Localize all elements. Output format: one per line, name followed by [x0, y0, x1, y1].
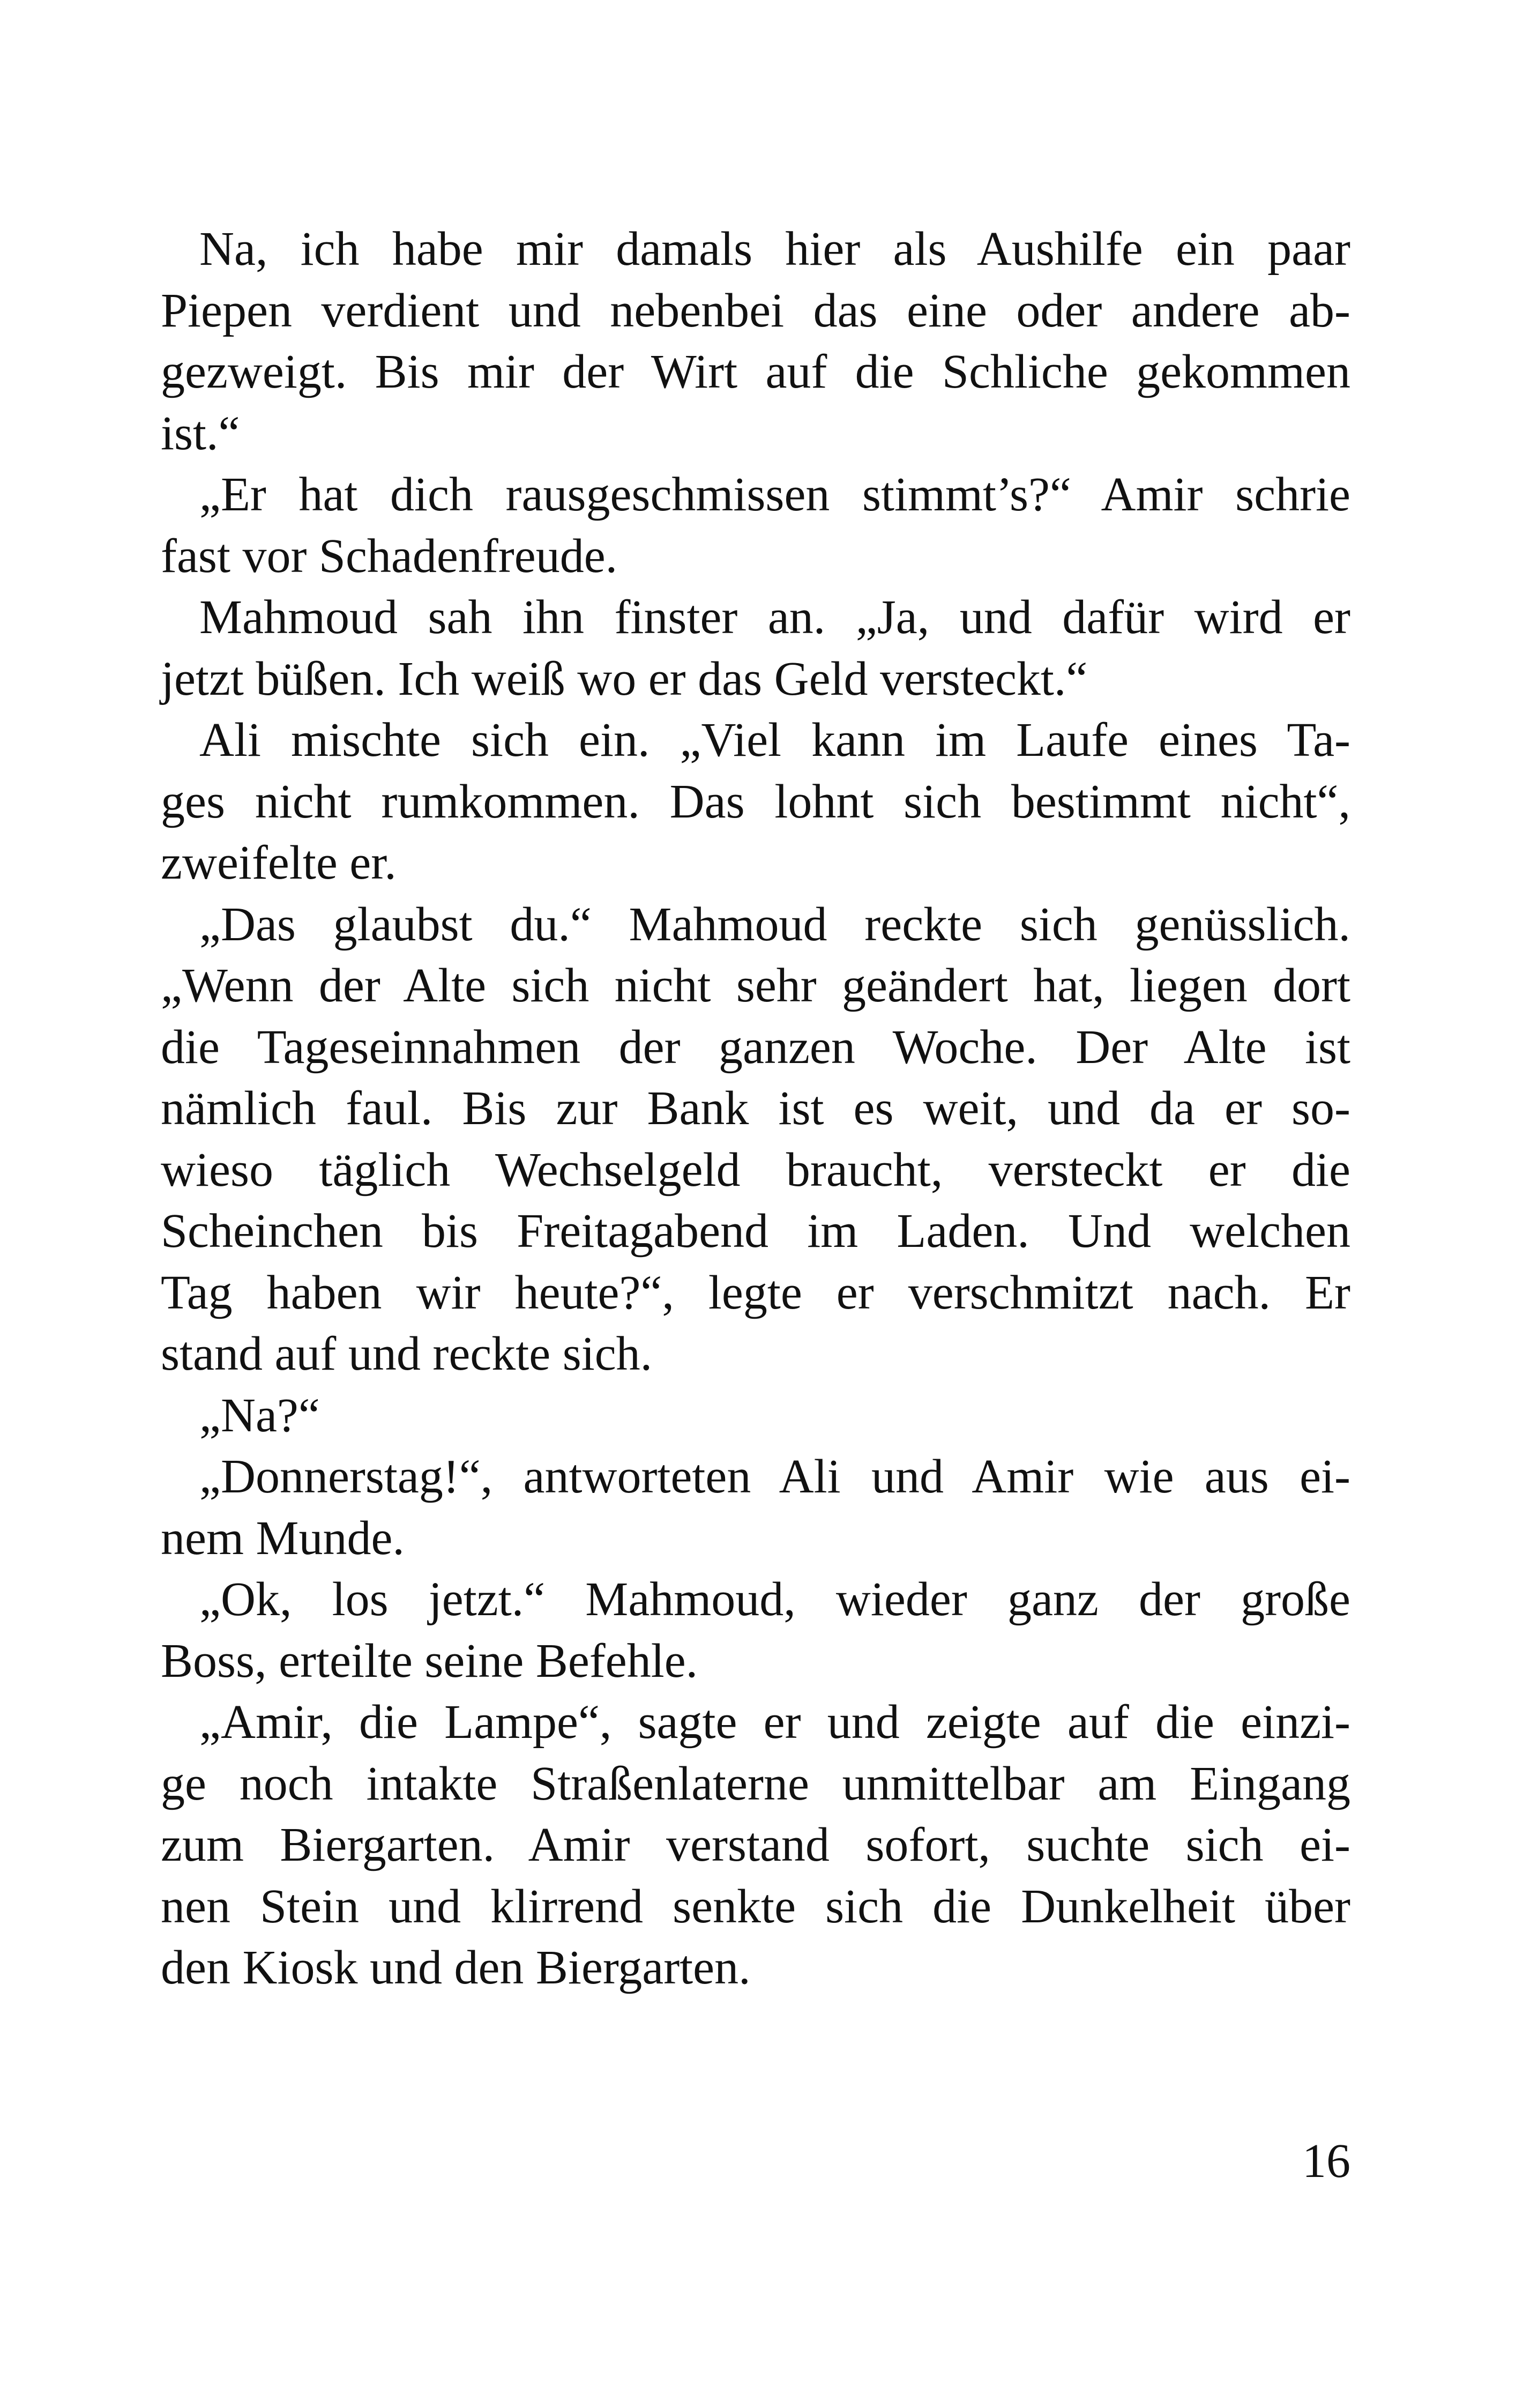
- text-line: Ali mischte sich ein. „Viel kann im Laufe eines Ta-: [199, 714, 1350, 767]
- text-line: Scheinchen bis Freitagabend im Laden. Und welchen: [161, 1205, 1350, 1258]
- text-line: Piepen verdient und nebenbei das eine oder andere ab-: [161, 284, 1350, 337]
- paragraph: [161, 894, 1350, 1385]
- text-line: die Tageseinnahmen der ganzen Woche. Der Alte ist: [161, 1020, 1350, 1074]
- text-line: „Ok, los jetzt.“ Mahmoud, wieder ganz der große: [199, 1573, 1350, 1626]
- text-line: den Kiosk und den Biergarten.: [161, 1941, 751, 1994]
- text-line: Na, ich habe mir damals hier als Aushilfe ein paar: [199, 222, 1350, 276]
- text-line: nen Stein und klirrend senkte sich die Dunkelheit über: [161, 1879, 1350, 1933]
- text-line: ist.“: [161, 406, 240, 460]
- text-line: zweifelte er.: [161, 836, 397, 889]
- text-line: ge noch intakte Straßenlaterne unmittelbar am Eingang: [161, 1757, 1350, 1810]
- paragraph: [161, 219, 1350, 464]
- text-line: Mahmoud sah ihn finster an. „Ja, und dafür wird er: [199, 591, 1350, 644]
- text-line: Boss, erteilte seine Befehle.: [161, 1634, 698, 1688]
- paragraph: [161, 1569, 1350, 1692]
- text-line: jetzt büßen. Ich weiß wo er das Geld versteckt.“: [161, 652, 1088, 705]
- paragraph: [161, 1692, 1350, 1999]
- text-line: wieso täglich Wechselgeld braucht, versteckt er die: [161, 1143, 1350, 1196]
- paragraph: [161, 587, 1350, 710]
- text-line: „Na?“: [199, 1388, 320, 1442]
- paragraph: [161, 464, 1350, 587]
- text-line: nämlich faul. Bis zur Bank ist es weit, und da er so-: [161, 1082, 1350, 1135]
- body-text: [161, 219, 1350, 1999]
- text-line: ges nicht rumkommen. Das lohnt sich bestimmt nicht“,: [161, 775, 1350, 828]
- text-line: „Wenn der Alte sich nicht sehr geändert hat, liegen dort: [161, 959, 1350, 1012]
- text-line: „Er hat dich rausgeschmissen stimmt’s?“ Amir schrie: [199, 468, 1350, 521]
- paragraph: [161, 1446, 1350, 1569]
- text-line: „Donnerstag!“, antworteten Ali und Amir wie aus ei-: [199, 1450, 1350, 1503]
- text-line: zum Biergarten. Amir verstand sofort, suchte sich ei-: [161, 1818, 1350, 1871]
- text-line: „Das glaubst du.“ Mahmoud reckte sich genüsslich.: [199, 897, 1350, 951]
- text-line: fast vor Schadenfreude.: [161, 529, 618, 583]
- page-number: 16: [1302, 2135, 1350, 2188]
- paragraph: [161, 1385, 1350, 1447]
- text-line: Tag haben wir heute?“, legte er verschmitzt nach. Er: [161, 1266, 1350, 1319]
- paragraph: [161, 710, 1350, 894]
- text-line: stand auf und reckte sich.: [161, 1327, 653, 1380]
- text-line: gezweigt. Bis mir der Wirt auf die Schliche gekommen: [161, 345, 1350, 398]
- text-line: nem Munde.: [161, 1511, 405, 1565]
- text-line: „Amir, die Lampe“, sagte er und zeigte auf die einzi-: [199, 1696, 1350, 1749]
